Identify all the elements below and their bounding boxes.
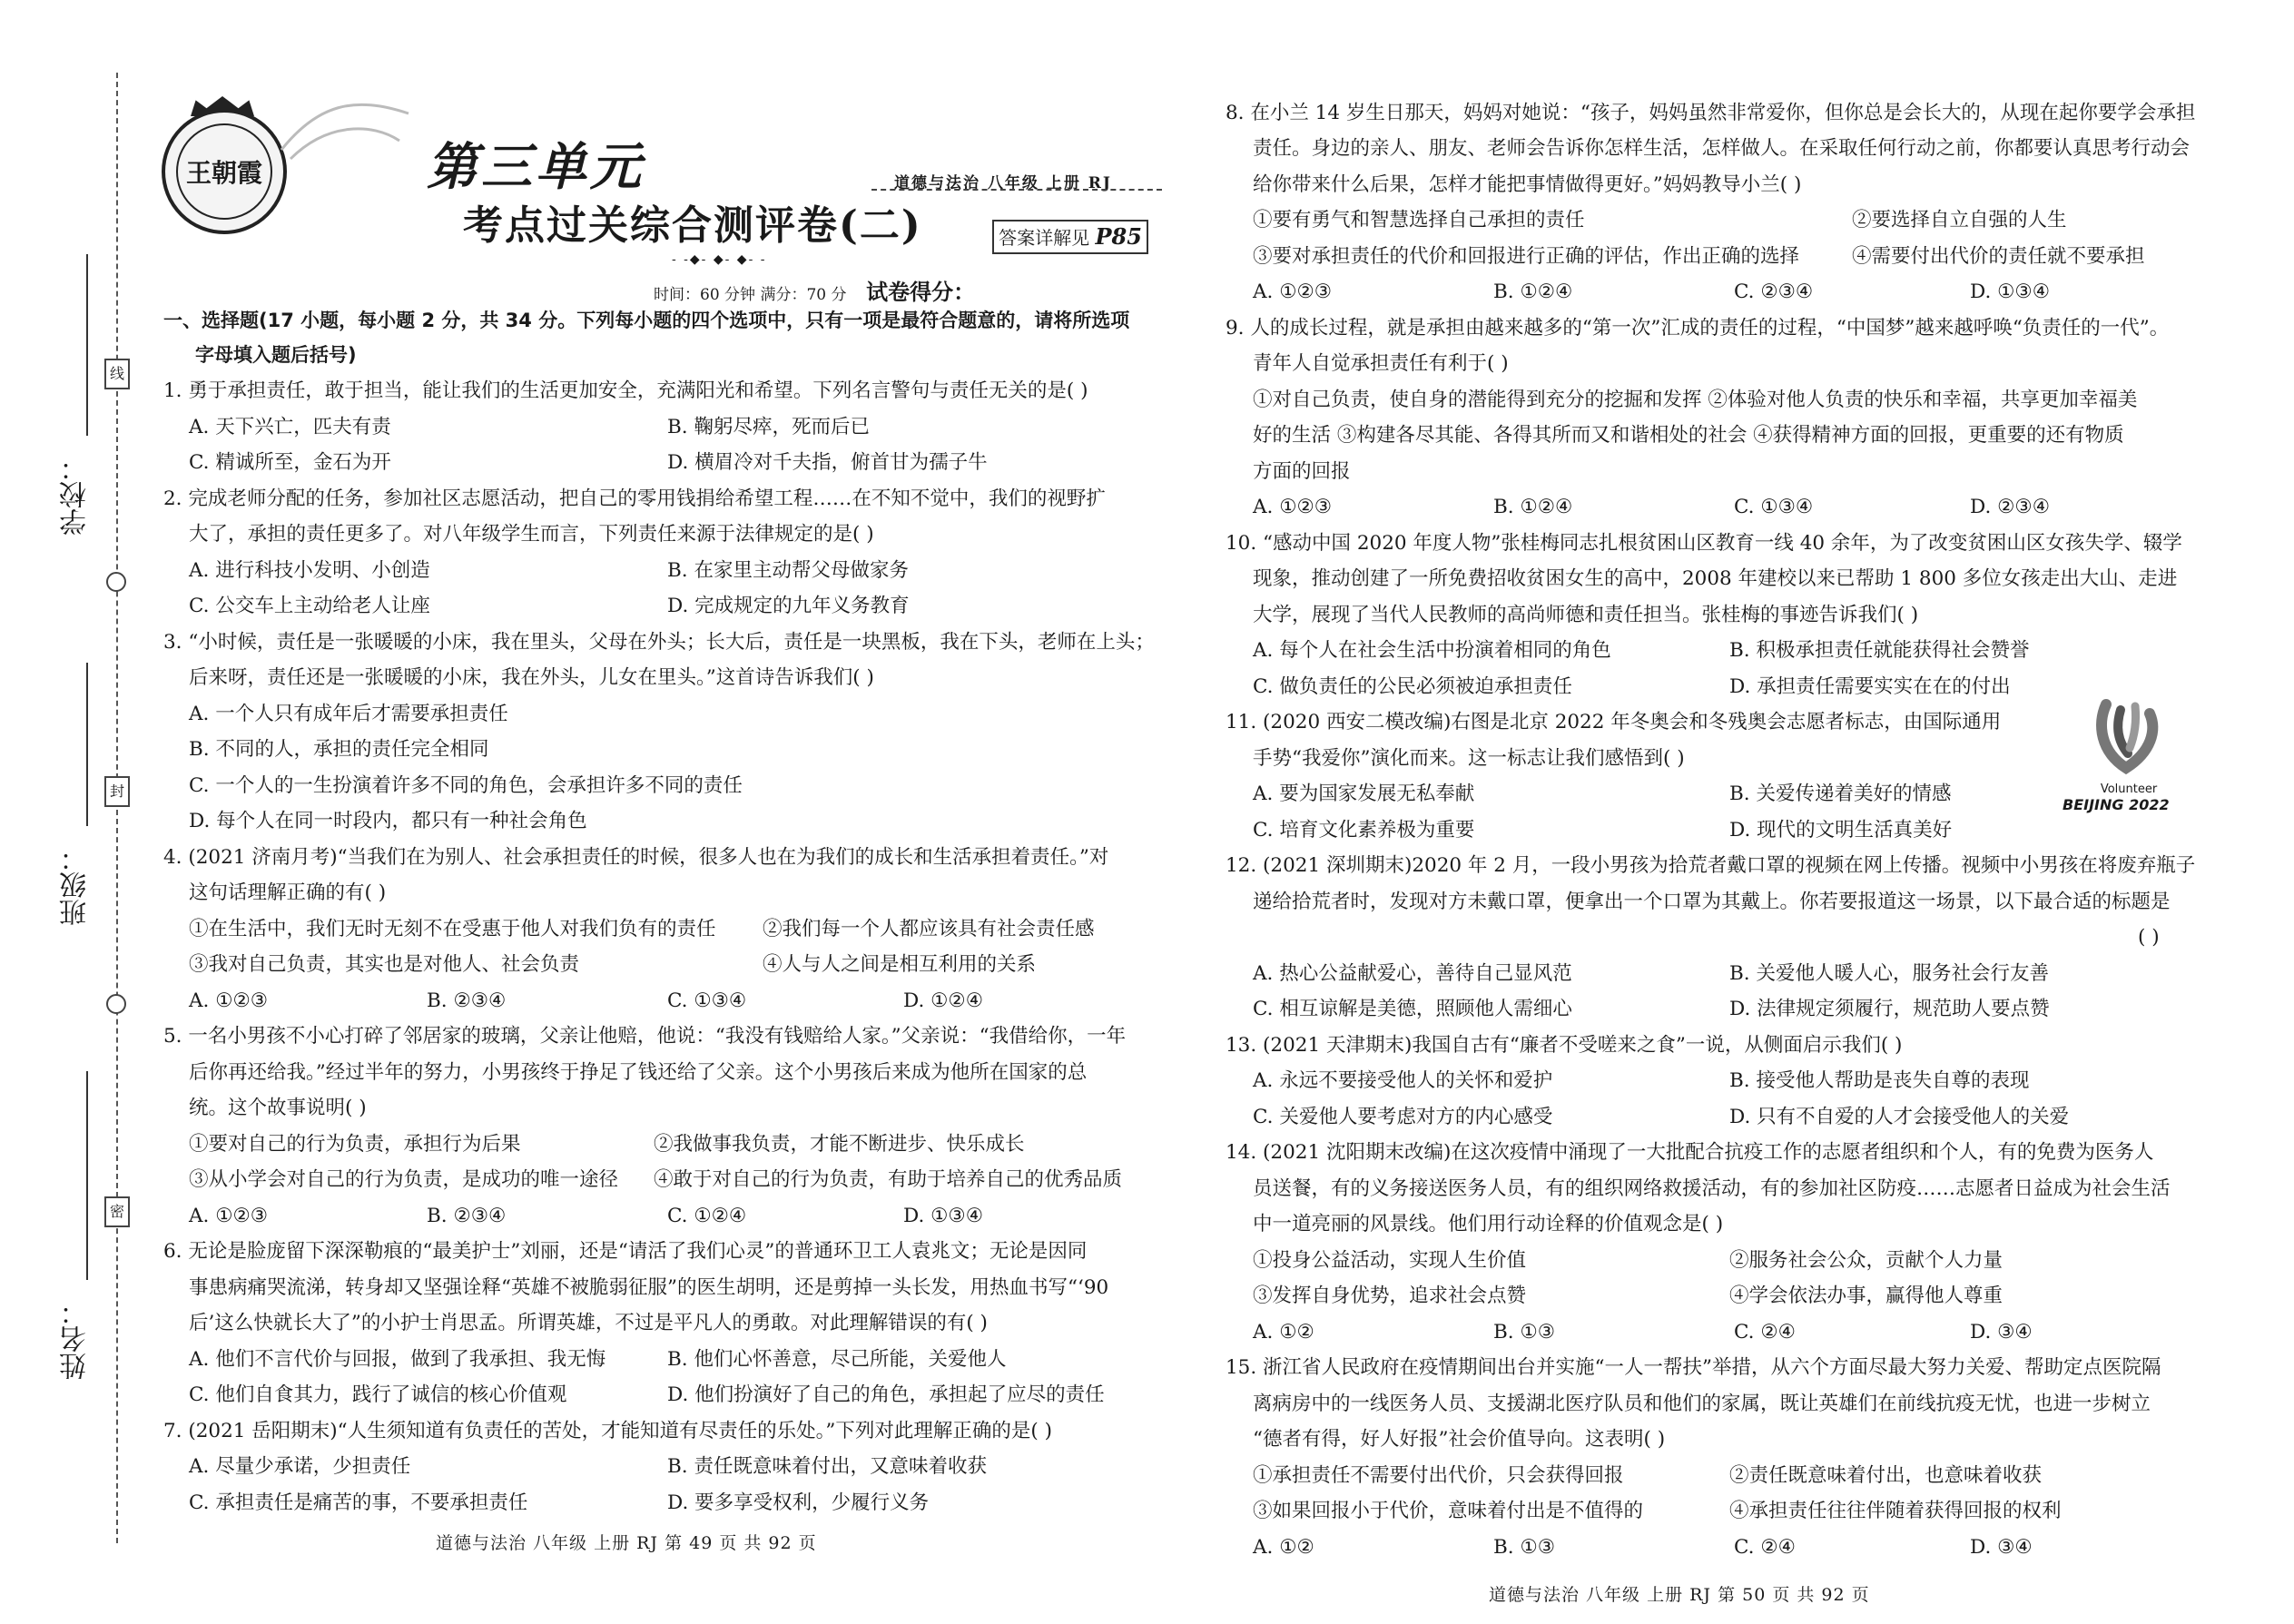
question-2-stem-cont: 大了，承担的责任更多了。对八年级学生而言，下列责任来源于法律规定的是( ) (189, 523, 874, 546)
q14-option-a[interactable]: A. ①② (1253, 1321, 1314, 1343)
q5-statement-4: ④敢于对自己的行为负责，有助于培养自己的优秀品质 (654, 1168, 1123, 1191)
q15-statement-1: ①承担责任不需要付出代价，只会获得回报 (1253, 1464, 1624, 1487)
logo-volunteer-text: Volunteer (2100, 782, 2158, 796)
q12-option-c[interactable]: C. 相互谅解是美德，照顾他人需细心 (1253, 998, 1572, 1020)
q3-option-a[interactable]: A. 一个人只有成年后才需要承担责任 (189, 703, 508, 725)
q2-option-c[interactable]: C. 公交车上主动给老人让座 (189, 595, 430, 617)
section-heading: 一、选择题(17 小题，每小题 2 分，共 34 分。下列每小题的四个选项中，只有一项是最符合题意的，请将所选项 (163, 310, 1130, 331)
q11-option-b[interactable]: B. 关爱传递着美好的情感 (1729, 782, 1952, 805)
logo-beijing-text: BEIJING 2022 (2063, 796, 2170, 813)
q13-option-b[interactable]: B. 接受他人帮助是丧失自尊的表现 (1729, 1069, 2030, 1092)
q12-option-b[interactable]: B. 关爱他人暖人心，服务社会行友善 (1729, 962, 2049, 985)
q4-statement-1: ①在生活中，我们无时无刻不在受惠于他人对我们负有的责任 (189, 918, 716, 940)
q1-option-c[interactable]: C. 精诚所至，金石为开 (189, 451, 391, 474)
q8-option-d[interactable]: D. ①③④ (1970, 281, 2050, 303)
dots-decoration: - -◆- ◆- ◆- - (672, 252, 767, 267)
q10-option-a[interactable]: A. 每个人在社会生活中扮演着相同的角色 (1253, 639, 1611, 662)
volunteer-heart-hand-icon (2070, 697, 2197, 779)
q7-option-b[interactable]: B. 责任既意味着付出，又意味着收获 (667, 1455, 987, 1478)
question-6-stem: 6. 无论是脸庞留下深深勒痕的“最美护士”刘丽，还是“请活了我们心灵”的普通环卫工人袁兆文；无论是因同 (163, 1240, 1088, 1263)
answer-reference (992, 220, 1148, 254)
answer-ref-prefix: 答案详解见 (999, 227, 1090, 249)
question-15-stem-cont: 离病房中的一线医务人员、支援湖北医疗队员和他们的家属，既让英雄们在前线抗疫无忧，也进一步树立 (1253, 1393, 2151, 1415)
q15-option-d[interactable]: D. ③④ (1970, 1536, 2033, 1559)
q14-option-c[interactable]: C. ②④ (1734, 1321, 1796, 1343)
q5-option-b[interactable]: B. ②③④ (427, 1205, 507, 1227)
q3-option-d[interactable]: D. 每个人在同一时段内，都只有一种社会角色 (189, 810, 587, 832)
brand-logo (162, 109, 287, 234)
q4-option-d[interactable]: D. ①②④ (903, 989, 983, 1012)
q6-option-b[interactable]: B. 他们心怀善意，尽己所能，关爱他人 (667, 1348, 1007, 1371)
section-heading-cont: 字母填入题后括号) (195, 344, 357, 366)
q5-option-c[interactable]: C. ①②④ (667, 1205, 747, 1227)
question-11-stem: 11. (2020 西安二模改编)右图是北京 2022 年冬奥会和冬残奥会志愿者标志，由国际通用 (1226, 711, 2002, 733)
q7-option-a[interactable]: A. 尽量少承诺，少担责任 (189, 1455, 411, 1478)
q15-statement-2: ②责任既意味着付出，也意味着收获 (1729, 1464, 2043, 1487)
q12-option-a[interactable]: A. 热心公益献爱心，善待自己显风范 (1253, 962, 1572, 985)
q4-statement-3: ③我对自己负责，其实也是对他人、社会负责 (189, 953, 580, 976)
question-1-stem: 1. 勇于承担责任，敢于担当，能让我们的生活更加安全，充满阳光和希望。下列名言警句与责任无关的是( ) (163, 379, 1088, 402)
q15-statement-3: ③如果回报小于代价，意味着付出是不值得的 (1253, 1500, 1644, 1522)
q4-option-c[interactable]: C. ①③④ (667, 989, 747, 1012)
q8-option-b[interactable]: B. ①②④ (1493, 281, 1573, 303)
q8-statement-2: ②要选择自立自强的人生 (1852, 209, 2067, 231)
question-8-stem-cont: 给你带来什么后果，怎样才能把事情做得更好。”妈妈教导小兰( ) (1253, 173, 1802, 196)
page-footer-left: 道德与法治 八年级 上册 RJ 第 49 页 共 92 页 (436, 1533, 817, 1553)
q13-option-c[interactable]: C. 关爱他人要考虑对方的内心感受 (1253, 1106, 1553, 1128)
school-label: 学校： (60, 454, 92, 536)
binding-mark-line: 线 (104, 359, 130, 389)
q2-option-d[interactable]: D. 完成规定的九年义务教育 (667, 595, 910, 617)
question-10-stem-cont: 现象，推动创建了一所免费招收贫困女生的高中，2008 年建校以来已帮助 1 800 多位女孩走出大山、走进 (1253, 567, 2178, 590)
q9-option-d[interactable]: D. ②③④ (1970, 496, 2050, 518)
answer-ref-page: P85 (1095, 223, 1142, 250)
q8-statement-1: ①要有勇气和智慧选择自己承担的责任 (1253, 209, 1585, 231)
question-12-stem-cont: 递给拾荒者时，发现对方未戴口罩，便拿出一个口罩为其戴上。你若要报道这一场景，以下最合适的标题是 (1253, 891, 2171, 913)
q9-option-a[interactable]: A. ①②③ (1253, 496, 1333, 518)
q11-option-a[interactable]: A. 要为国家发展无私奉献 (1253, 782, 1475, 805)
q15-statement-4: ④承担责任往往伴随着获得回报的权利 (1729, 1500, 2062, 1522)
binding-dashed-line (116, 73, 118, 1543)
q6-option-a[interactable]: A. 他们不言代价与回报，做到了我承担、我无悔 (189, 1348, 606, 1371)
exam-title: 考点过关综合测评卷(二) (463, 202, 922, 249)
q1-option-a[interactable]: A. 天下兴亡，匹夫有责 (189, 416, 391, 438)
subject-tag: 道德与法治 八年级 上册 RJ (894, 174, 1112, 192)
q4-statement-4: ④人与人之间是相互利用的关系 (763, 953, 1037, 976)
q9-statements: ①对自己负责，使自身的潜能得到充分的挖掘和发挥 ②体验对他人负责的快乐和幸福，共享更加幸福美 (1253, 389, 2138, 411)
class-field[interactable] (86, 663, 88, 826)
q3-option-c[interactable]: C. 一个人的一生扮演着许多不同的角色，会承担许多不同的责任 (189, 774, 743, 797)
q14-option-b[interactable]: B. ①③ (1493, 1321, 1556, 1343)
time-info: 时间：60 分钟 满分：70 分 (654, 286, 847, 304)
question-3-stem: 3. “小时候，责任是一张暖暖的小床，我在里头，父母在外头；长大后，责任是一块黑板，我在下头，老师在上头； (163, 631, 1155, 654)
q13-option-d[interactable]: D. 只有不自爱的人才会接受他人的关爱 (1729, 1106, 2070, 1128)
q13-option-a[interactable]: A. 永远不要接受他人的关怀和爱护 (1253, 1069, 1553, 1092)
q3-option-b[interactable]: B. 不同的人，承担的责任完全相同 (189, 738, 489, 761)
q14-option-d[interactable]: D. ③④ (1970, 1321, 2033, 1343)
question-10-stem-cont: 大学，展现了当代人民教师的高尚师德和责任担当。张桂梅的事迹告诉我们( ) (1253, 604, 1919, 626)
binding-hole (106, 572, 126, 592)
binding-mark-seal: 封 (104, 776, 130, 807)
q15-option-a[interactable]: A. ①② (1253, 1536, 1314, 1559)
question-12-stem: 12. (2021 深圳期末)2020 年 2 月，一段小男孩为拾荒者戴口罩的视频在网上传播。视频中小男孩在将废弃瓶子 (1226, 854, 2196, 877)
q5-statement-1: ①要对自己的行为负责，承担行为后果 (189, 1133, 521, 1156)
question-15-stem: 15. 浙江省人民政府在疫情期间出台并实施“一人一帮扶”举措，从六个方面尽最大努力关爱、帮助定点医院隔 (1226, 1356, 2161, 1379)
q1-option-d[interactable]: D. 横眉冷对千夫指，俯首甘为孺子牛 (667, 451, 988, 474)
exam-info (654, 274, 975, 306)
q12-option-d[interactable]: D. 法律规定须履行，规范助人要点赞 (1729, 998, 2050, 1020)
q10-option-d[interactable]: D. 承担责任需要实实在在的付出 (1729, 675, 2011, 698)
q14-statement-2: ②服务社会公众，贡献个人力量 (1729, 1249, 2004, 1272)
q14-statement-4: ④学会依法办事，赢得他人尊重 (1729, 1284, 2004, 1307)
q10-option-c[interactable]: C. 做负责任的公民必须被迫承担责任 (1253, 675, 1572, 698)
name-field[interactable] (86, 1071, 88, 1280)
q6-option-d[interactable]: D. 他们扮演好了自己的角色，承担起了应尽的责任 (667, 1383, 1105, 1406)
q5-statement-2: ②我做事我负责，才能不断进步、快乐成长 (654, 1133, 1025, 1156)
score-label: 试卷得分： (866, 279, 976, 305)
divider (871, 189, 1162, 191)
ribbon-decoration (272, 86, 418, 168)
q8-option-c[interactable]: C. ②③④ (1734, 281, 1814, 303)
q2-option-a[interactable]: A. 进行科技小发明、小创造 (189, 559, 430, 582)
binding-mark-secret: 密 (104, 1196, 130, 1227)
q7-option-d[interactable]: D. 要多享受权利，少履行义务 (667, 1491, 930, 1514)
question-13-stem: 13. (2021 天津期末)我国自古有“廉者不受嗟来之食”一说，从侧面启示我们( ) (1226, 1034, 1903, 1057)
unit-title: 第三单元 (427, 137, 645, 197)
binding-hole (106, 994, 126, 1014)
q11-option-d[interactable]: D. 现代的文明生活真美好 (1729, 819, 1953, 842)
q8-statement-3: ③要对承担责任的代价和回报进行正确的评估，作出正确的选择 (1253, 245, 1800, 268)
question-9-stem-cont: 青年人自觉承担责任有利于( ) (1253, 352, 1509, 375)
question-4-stem: 4. (2021 济南月考)“当我们在为别人、社会承担责任的时候，很多人也在为我们的成长和生活承担着责任。”对 (163, 846, 1109, 869)
question-5-stem-cont: 后你再还给我。”经过半年的努力，小男孩终于挣足了钱还给了父亲。这个小男孩后来成为他所在国家的总 (189, 1061, 1088, 1084)
q8-statement-4: ④需要付出代价的责任就不要承担 (1852, 245, 2145, 268)
q9-statements-cont: 方面的回报 (1253, 460, 1351, 483)
q7-option-c[interactable]: C. 承担责任是痛苦的事，不要承担责任 (189, 1491, 528, 1514)
question-2-stem: 2. 完成老师分配的任务，参加社区志愿活动，把自己的零用钱捐给希望工程……在不知不觉中，我们的视野扩 (163, 487, 1106, 510)
q14-statement-3: ③发挥自身优势，追求社会点赞 (1253, 1284, 1527, 1307)
q4-statement-2: ②我们每一个人都应该具有社会责任感 (763, 918, 1095, 940)
question-5-stem: 5. 一名小男孩不小心打碎了邻居家的玻璃，父亲让他赔，他说：“我没有钱赔给人家。”父亲说：“我借给你，一年 (163, 1025, 1127, 1048)
q1-option-b[interactable]: B. 鞠躬尽瘁，死而后已 (667, 416, 870, 438)
q8-option-a[interactable]: A. ①②③ (1253, 281, 1333, 303)
question-11-stem-cont: 手势“我爱你”演化而来。这一标志让我们感悟到( ) (1253, 747, 1685, 770)
q15-option-c[interactable]: C. ②④ (1734, 1536, 1796, 1559)
q10-option-b[interactable]: B. 积极承担责任就能获得社会赞誉 (1729, 639, 2030, 662)
q2-option-b[interactable]: B. 在家里主动帮父母做家务 (667, 559, 909, 582)
question-15-stem-cont: “德者有得，好人好报”社会价值导向。这表明( ) (1253, 1428, 1666, 1451)
question-6-stem-cont: 后’这么快就长大了”的小护士肖思孟。所谓英雄，不过是平凡人的勇敢。对此理解错误的有( ) (189, 1312, 988, 1334)
q9-option-b[interactable]: B. ①②④ (1493, 496, 1573, 518)
question-6-stem-cont: 事患病痛哭流涕，转身却又坚强诠释“英雄不被脆弱征服”的医生胡明，还是剪掉一头长发，用热血书写“‘90 (189, 1276, 1109, 1299)
q15-option-b[interactable]: B. ①③ (1493, 1536, 1556, 1559)
class-label: 班级： (60, 844, 92, 926)
question-8-stem: 8. 在小兰 14 岁生日那天，妈妈对她说：“孩子，妈妈虽然非常爱你，但你总是会长大的，从现在起你要学会承担 (1226, 102, 2196, 124)
q14-statement-1: ①投身公益活动，实现人生价值 (1253, 1249, 1527, 1272)
question-14-stem-cont: 中一道亮丽的风景线。他们用行动诠释的价值观念是( ) (1253, 1213, 1724, 1235)
page-footer-right: 道德与法治 八年级 上册 RJ 第 50 页 共 92 页 (1489, 1585, 1870, 1605)
question-9-stem: 9. 人的成长过程，就是承担由越来越多的“第一次”汇成的责任的过程，“中国梦”越来越呼唤“负责任的一代”。 (1226, 317, 2170, 340)
q4-option-a[interactable]: A. ①②③ (189, 989, 269, 1012)
question-8-stem-cont: 责任。身边的亲人、朋友、老师会告诉你怎样生活，怎样做人。在采取任何行动之前，你都要认真思考行动会 (1253, 137, 2191, 160)
question-7-stem: 7. (2021 岳阳期末)“人生须知道有负责任的苦处，才能知道有尽责任的乐处。”下列对此理解正确的是( ) (163, 1420, 1053, 1442)
q6-option-c[interactable]: C. 他们自食其力，践行了诚信的核心价值观 (189, 1383, 567, 1406)
beijing-2022-volunteer-logo (2063, 697, 2197, 815)
question-4-stem-cont: 这句话理解正确的有( ) (189, 881, 387, 904)
question-5-stem-cont: 统。这个故事说明( ) (189, 1097, 367, 1119)
q4-option-b[interactable]: B. ②③④ (427, 989, 507, 1012)
question-14-stem: 14. (2021 沈阳期末改编)在这次疫情中涌现了一大批配合抗疫工作的志愿者组织和个人，有的免费为医务人 (1226, 1141, 2154, 1164)
question-14-stem-cont: 员送餐，有的义务接送医务人员，有的组织网络救援活动，有的参加社区防疫……志愿者日益成为社会生活 (1253, 1177, 2171, 1200)
q5-option-a[interactable]: A. ①②③ (189, 1205, 269, 1227)
q11-option-c[interactable]: C. 培育文化素养极为重要 (1253, 819, 1475, 842)
q5-option-d[interactable]: D. ①③④ (903, 1205, 983, 1227)
question-3-stem-cont: 后来呀，责任还是一张暖暖的小床，我在外头，儿女在里头。”这首诗告诉我们( ) (189, 666, 874, 689)
q9-option-c[interactable]: C. ①③④ (1734, 496, 1814, 518)
brand-name: 王朝霞 (176, 123, 272, 220)
q5-statement-3: ③从小学会对自己的行为负责，是成功的唯一途径 (189, 1168, 619, 1191)
name-label: 姓名： (60, 1298, 92, 1380)
q9-statements-cont: 好的生活 ③构建各尽其能、各得其所而又和谐相处的社会 ④获得精神方面的回报，更重要的还有物质 (1253, 424, 2124, 447)
question-10-stem: 10. “感动中国 2020 年度人物”张桂梅同志扎根贫困山区教育一线 40 余年，为了改变贫困山区女孩失学、辍学 (1226, 532, 2182, 555)
question-12-bracket: ( ) (2138, 926, 2160, 949)
school-field[interactable] (86, 254, 88, 436)
